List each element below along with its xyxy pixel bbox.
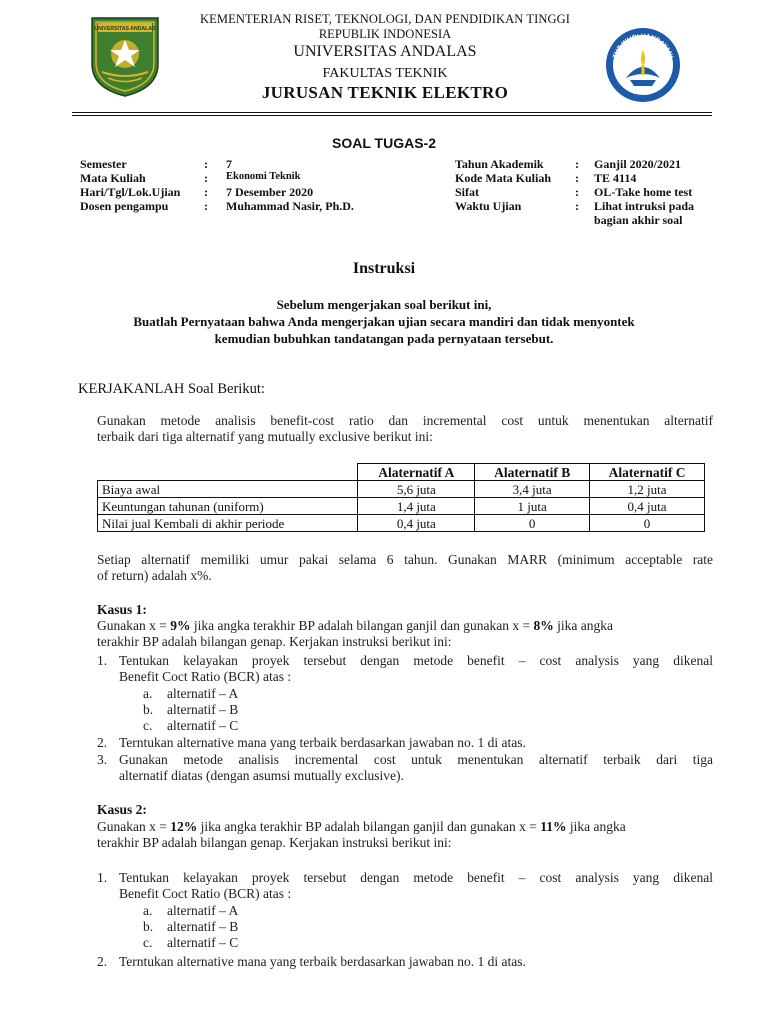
kasus-2-sub-letter: a. (143, 903, 153, 918)
table-cell: 0 (475, 515, 590, 532)
kasus-2-text: Gunakan x = (97, 819, 171, 834)
table-row-label: Nilai jual Kembali di akhir periode (98, 515, 358, 532)
kasus-2-sub-text: alternatif – A (167, 903, 239, 918)
kasus-2-sub-text: alternatif – C (167, 935, 239, 950)
meta-value-tahun-akademik: Ganjil 2020/2021 (594, 157, 682, 171)
header-faculty: FAKULTAS TEKNIK (322, 66, 448, 81)
meta-colon: : (204, 199, 208, 213)
meta-value-mata-kuliah: Ekonomi Teknik (226, 171, 301, 182)
table-header-cell: Alaternatif C (590, 464, 705, 481)
kasus-1-title: Kasus 1: (97, 602, 147, 617)
tut-wuri-handayani-logo (604, 26, 682, 104)
table-cell: 3,4 juta (475, 481, 590, 498)
kasus-1-text: jika angka (553, 618, 613, 633)
header-department: JURUSAN TEKNIK ELEKTRO (261, 83, 509, 102)
table-cell: 0,4 juta (590, 498, 705, 515)
meta-label-sifat: Sifat (455, 185, 479, 199)
kasus-1-sub-text: alternatif – A (167, 686, 239, 701)
kasus-2-text: jika angka terakhir BP adalah bilangan ganjil dan gunakan x = (197, 819, 541, 834)
kasus-1-text: jika angka terakhir BP adalah bilangan ganjil dan gunakan x = (190, 618, 534, 633)
meta-colon: : (575, 199, 579, 213)
table-row-label: Biaya awal (98, 481, 358, 498)
meta-right-block (455, 157, 715, 231)
logo-motto: TUT WURI HANDAYANI (611, 32, 675, 60)
meta-label-hari-tgl: Hari/Tgl/Lok.Ujian (80, 185, 181, 199)
kasus-1-item-number: 1. (97, 653, 108, 668)
meta-value-semester: 7 (226, 157, 232, 171)
instruksi-heading: Instruksi (352, 260, 416, 277)
kasus-1-sub-text: alternatif – B (167, 702, 239, 717)
intro-line-2: terbaik dari tiga alternatif yang mutually exclusive berikut ini: (97, 429, 433, 444)
meta-label-mata-kuliah: Mata Kuliah (80, 171, 146, 185)
meta-label-kode-mk: Kode Mata Kuliah (455, 171, 552, 185)
kasus-2-line-2: terakhir BP adalah bilangan genap. Kerjakan instruksi berikut ini: (97, 835, 452, 850)
meta-colon: : (575, 185, 579, 199)
meta-value-sifat: OL-Take home test (594, 185, 693, 199)
table-cell: 5,6 juta (358, 481, 475, 498)
kasus-2-x-even: 11% (540, 819, 567, 834)
kasus-1-line-1 (97, 618, 713, 634)
table-cell: 1,2 juta (590, 481, 705, 498)
meta-value-waktu-ujian-2: bagian akhir soal (594, 213, 683, 227)
meta-colon: : (575, 157, 579, 171)
kasus-2-title: Kasus 2: (97, 802, 147, 817)
table-row (98, 481, 705, 498)
table-cell: 0,4 juta (358, 515, 475, 532)
meta-label-dosen: Dosen pengampu (80, 199, 169, 213)
kasus-2-sub-text: alternatif – B (167, 919, 239, 934)
meta-value-waktu-ujian: Lihat intruksi pada (594, 199, 695, 213)
kasus-2-x-odd: 12% (170, 819, 198, 834)
svg-text:UNIVERSITAS ANDALAS: UNIVERSITAS ANDALAS (94, 26, 156, 32)
kasus-1-item-1-line-2: Benefit Coct Ratio (BCR) atas : (119, 669, 292, 684)
kasus-2-item-1-line-2: Benefit Coct Ratio (BCR) atas : (119, 886, 292, 901)
document-title: SOAL TUGAS-2 (332, 135, 436, 151)
instruksi-line-3: kemudian bubuhkan tandatangan pada pernyataan tersebut. (214, 331, 554, 346)
universitas-andalas-logo (88, 14, 162, 98)
table-header-blank (98, 464, 358, 481)
umur-line-1: Setiap alternatif memiliki umur pakai selama 6 tahun. Gunakan MARR (minimum acceptable rate (97, 552, 713, 567)
kasus-1-item-1-line-1: Tentukan kelayakan proyek tersebut dengan metode benefit – cost analysis yang dikenal (119, 653, 713, 668)
meta-value-hari-tgl: 7 Desember 2020 (226, 185, 314, 199)
table-row (98, 515, 705, 532)
header-republic: REPUBLIK INDONESIA (318, 27, 452, 41)
meta-colon: : (204, 157, 208, 171)
intro-line-1: Gunakan metode analisis benefit-cost ratio dan incremental cost untuk menentukan alternatif (97, 413, 713, 428)
meta-label-tahun-akademik: Tahun Akademik (455, 157, 544, 171)
meta-value-dosen: Muhammad Nasir, Ph.D. (226, 199, 354, 213)
section-heading: KERJAKANLAH Soal Berikut: (78, 381, 265, 397)
meta-value-kode-mk: TE 4114 (594, 171, 637, 185)
table-cell: 1,4 juta (358, 498, 475, 515)
kasus-1-item-number: 3. (97, 752, 108, 767)
header-university: UNIVERSITAS ANDALAS (293, 43, 477, 60)
kasus-2-sub-letter: c. (143, 935, 153, 950)
kasus-1-sub-letter: b. (143, 702, 154, 717)
meta-colon: : (204, 171, 208, 185)
kasus-1-x-even: 8% (533, 618, 554, 633)
meta-colon: : (575, 171, 579, 185)
kasus-2-item-number: 2. (97, 954, 108, 969)
table-header-row (98, 464, 705, 481)
kasus-1-item-number: 2. (97, 735, 108, 750)
alternatives-table (97, 463, 705, 532)
kasus-1-item-2: Terntukan alternative mana yang terbaik berdasarkan jawaban no. 1 di atas. (119, 735, 526, 750)
meta-left-block (80, 157, 440, 217)
kasus-1-sub-letter: a. (143, 686, 153, 701)
kasus-2-line-1 (97, 819, 713, 835)
kasus-1-line-2: terakhir BP adalah bilangan genap. Kerjakan instruksi berikut ini: (97, 634, 452, 649)
umur-line-2: of return) adalah x%. (97, 568, 212, 583)
kasus-1-sub-text: alternatif – C (167, 718, 239, 733)
kasus-1-item-3-line-2: alternatif diatas (dengan asumsi mutually exclusive). (119, 768, 404, 783)
instruksi-line-2: Buatlah Pernyataan bahwa Anda mengerjakan ujian secara mandiri dan tidak menyontek (133, 314, 635, 329)
table-header-cell: Alaternatif A (358, 464, 475, 481)
kasus-1-sub-letter: c. (143, 718, 153, 733)
table-row-label: Keuntungan tahunan (uniform) (98, 498, 358, 515)
meta-label-semester: Semester (80, 157, 127, 171)
table-row (98, 498, 705, 515)
kasus-1-text: Gunakan x = (97, 618, 171, 633)
kasus-2-item-1-line-1: Tentukan kelayakan proyek tersebut dengan metode benefit – cost analysis yang dikenal (119, 870, 713, 885)
meta-label-waktu-ujian: Waktu Ujian (455, 199, 522, 213)
instruksi-line-1: Sebelum mengerjakan soal berikut ini, (276, 297, 492, 312)
table-cell: 1 juta (475, 498, 590, 515)
table-header-cell: Alaternatif B (475, 464, 590, 481)
header-ministry: KEMENTERIAN RISET, TEKNOLOGI, DAN PENDIDIKAN TINGGI (200, 12, 570, 26)
header-rule-thin (72, 115, 712, 116)
kasus-2-sub-letter: b. (143, 919, 154, 934)
table-cell: 0 (590, 515, 705, 532)
kasus-2-item-2: Terntukan alternative mana yang terbaik berdasarkan jawaban no. 1 di atas. (119, 954, 526, 969)
kasus-1-item-3-line-1: Gunakan metode analisis incremental cost untuk menentukan alternatif terbaik dari tiga (119, 752, 713, 767)
meta-colon: : (204, 185, 208, 199)
header-rule-thick (72, 112, 712, 113)
kasus-2-item-number: 1. (97, 870, 108, 885)
kasus-2-text: jika angka (566, 819, 626, 834)
kasus-1-x-odd: 9% (170, 618, 191, 633)
